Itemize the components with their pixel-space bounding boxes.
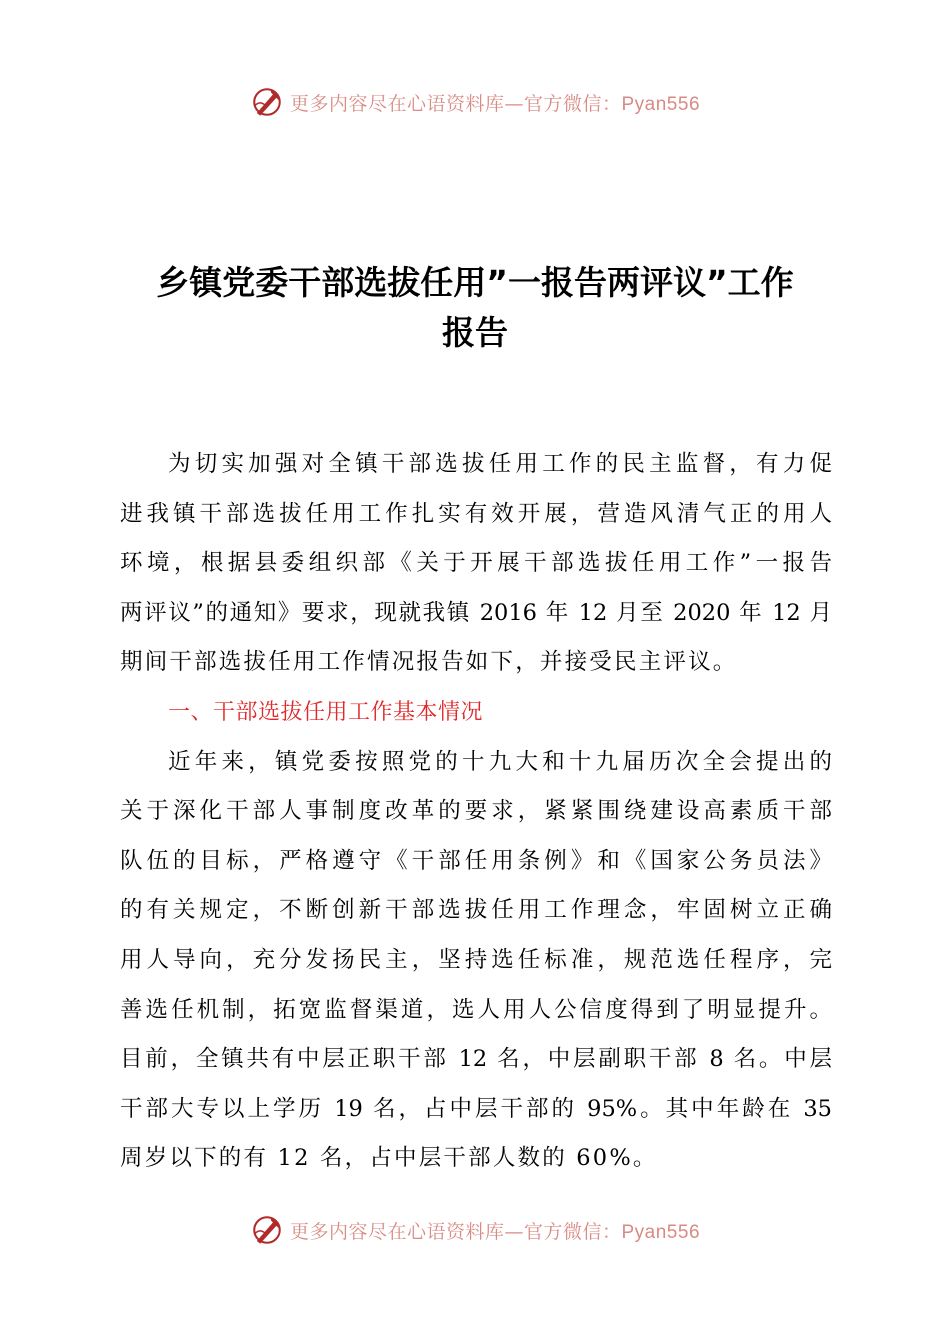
paragraph-2-line: 的有关规定，不断创新干部选拔任用工作理念，牢固树立正确 [120, 897, 832, 924]
header-watermark [0, 82, 950, 122]
paragraph-2-line: 用人导向，充分发扬民主，坚持选任标准，规范选任程序，完 [120, 946, 832, 973]
paragraph-2-line: 周岁以下的有 12 名，占中层干部人数的 60%。 [120, 1145, 658, 1172]
pen-nib-icon [250, 85, 284, 119]
paragraph-2-line: 善选任机制，拓宽监督渠道，选人用人公信度得到了明显提升。 [120, 996, 832, 1023]
paragraph-1-line: 进我镇干部选拔任用工作扎实有效开展，营造风清气正的用人 [120, 500, 832, 527]
paragraph-2-line: 关于深化干部人事制度改革的要求，紧紧围绕建设高素质干部 [120, 798, 832, 825]
watermark-wechat-id: Pyan556 [621, 1221, 701, 1243]
paragraph-2-line: 近年来，镇党委按照党的十九大和十九届历次全会提出的 [168, 748, 832, 775]
title-line-2: 报告 [442, 313, 508, 352]
section-1-heading: 一、干部选拔任用工作基本情况 [168, 699, 484, 725]
title-line-1: 乡镇党委干部选拔任用”一报告两评议”工作 [156, 263, 794, 302]
paragraph-2-line: 队伍的目标，严格遵守《干部任用条例》和《国家公务员法》 [120, 847, 832, 874]
document-body [120, 440, 832, 1184]
paragraph-2-line: 目前，全镇共有中层正职干部 12 名，中层副职干部 8 名。中层 [120, 1046, 832, 1073]
footer-watermark [0, 1210, 950, 1250]
paragraph-1-line: 环境，根据县委组织部《关于开展干部选拔任用工作”一报告 [120, 550, 832, 577]
pen-nib-icon [250, 1213, 284, 1247]
paragraph-2-line: 干部大专以上学历 19 名，占中层干部的 95%。其中年龄在 35 [120, 1095, 832, 1122]
watermark-wechat-id: Pyan556 [621, 93, 701, 115]
paragraph-1-line: 期间干部选拔任用工作情况报告如下，并接受民主评议。 [120, 649, 738, 676]
paragraph-1-line: 两评议”的通知》要求，现就我镇 2016 年 12 月至 2020 年 12 月 [120, 599, 832, 626]
watermark-text: 更多内容尽在心语资料库—官方微信：Pyan556 [289, 92, 701, 115]
watermark-text: 更多内容尽在心语资料库—官方微信：Pyan556 [289, 1220, 701, 1243]
document-title [80, 258, 870, 358]
paragraph-1-line: 为切实加强对全镇干部选拔任用工作的民主监督，有力促 [168, 451, 832, 477]
